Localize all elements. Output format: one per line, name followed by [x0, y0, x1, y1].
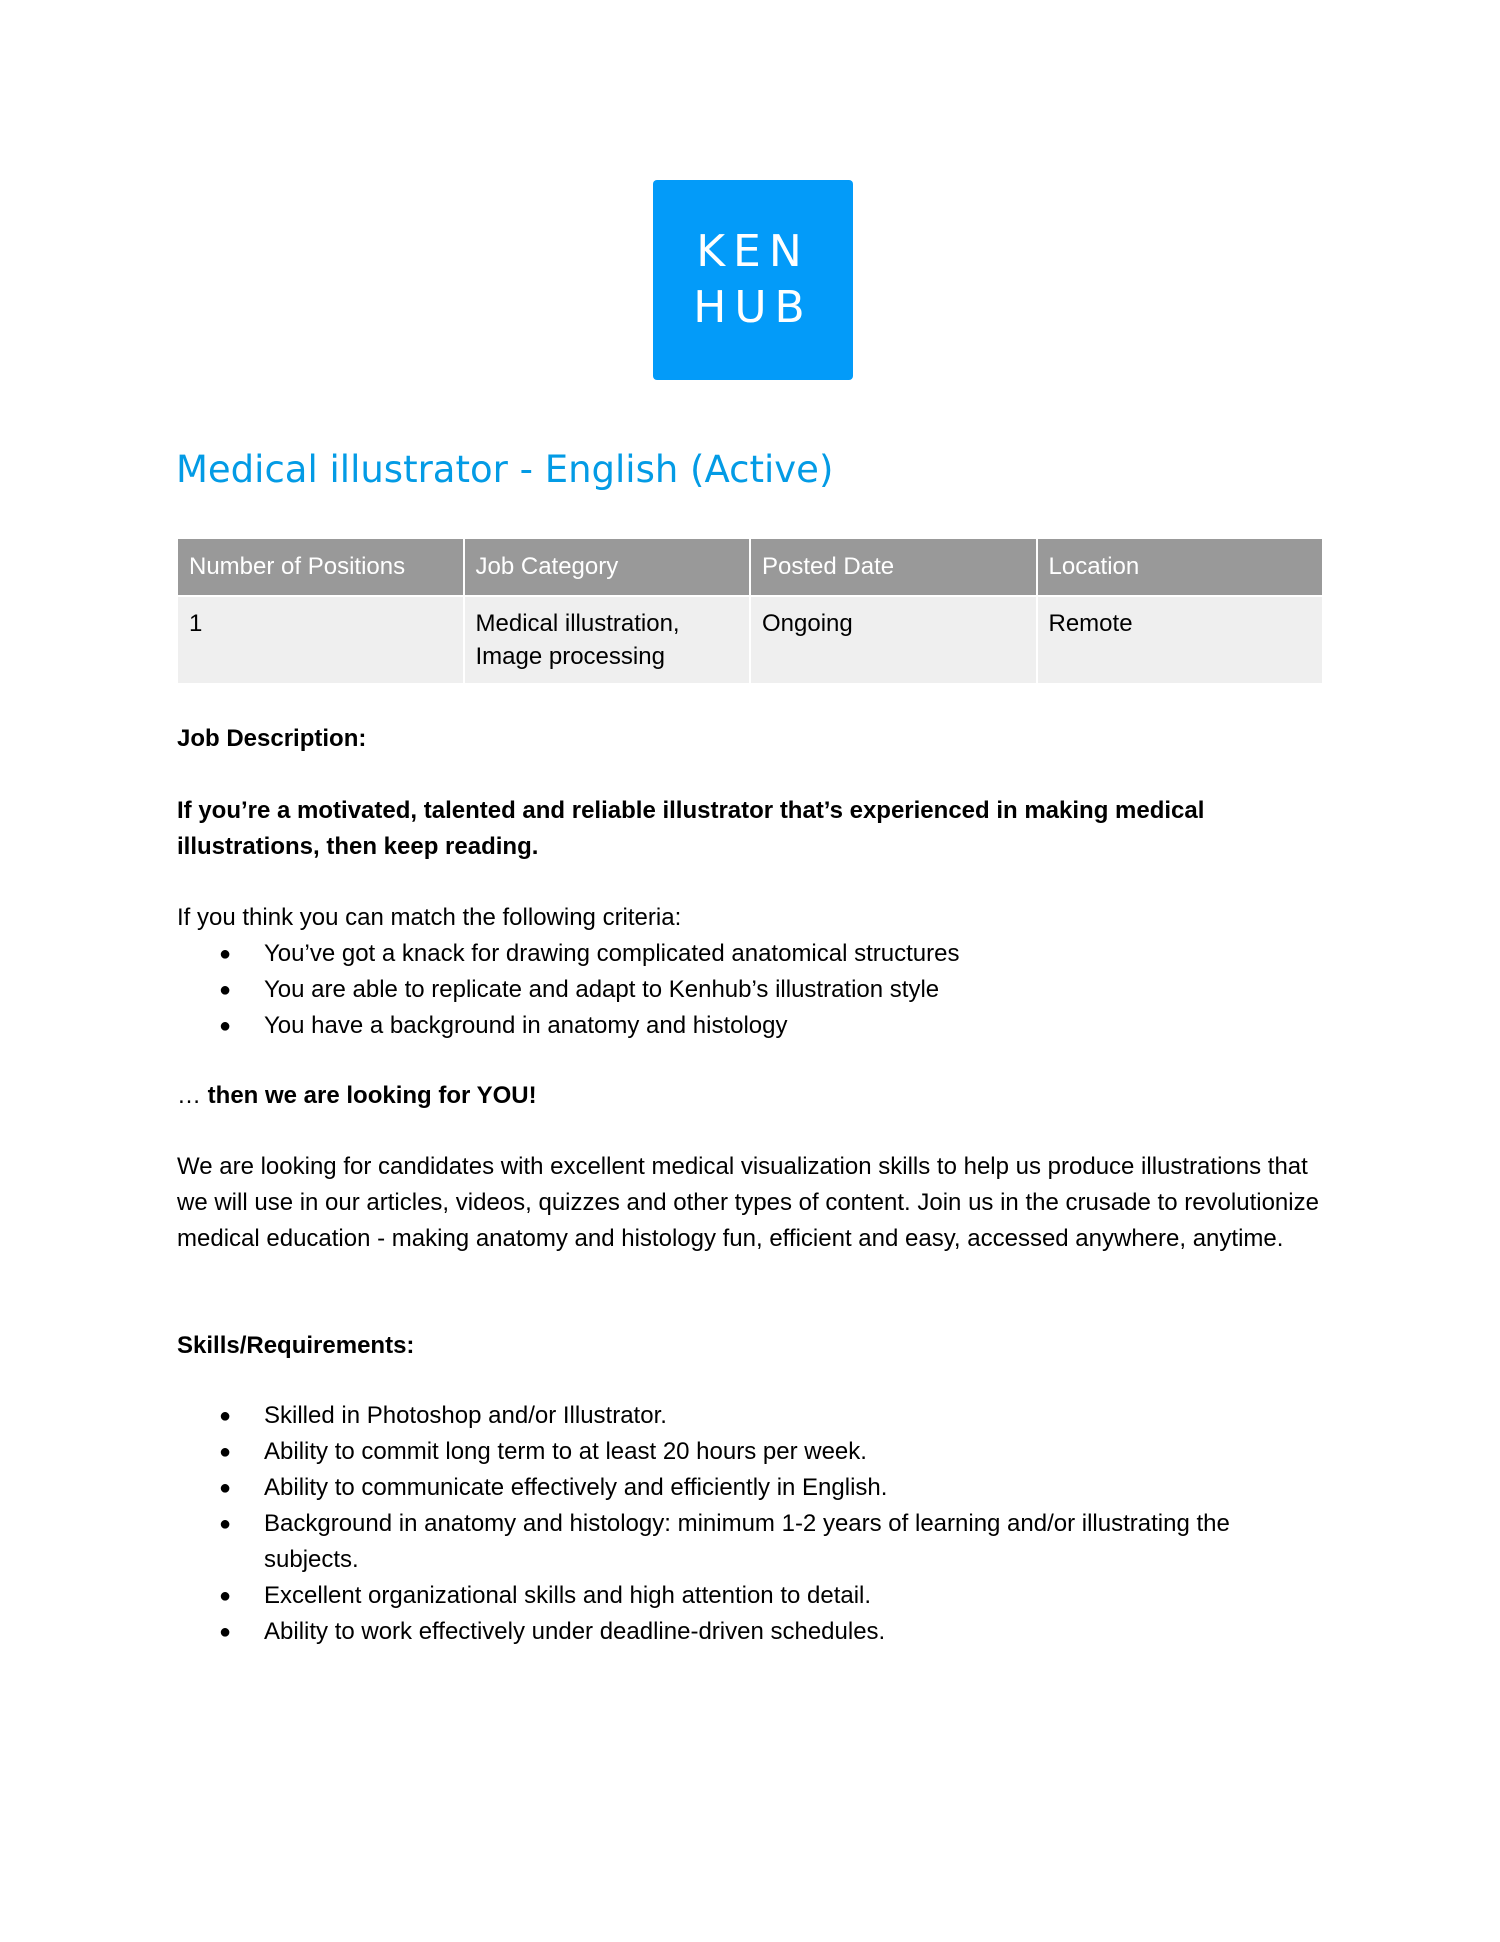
header-posted-date: Posted Date — [751, 539, 1036, 595]
header-location: Location — [1038, 539, 1323, 595]
cell-location: Remote — [1038, 597, 1323, 683]
looking-for-you — [177, 1078, 537, 1114]
skills-heading-text: Skills/Requirements: — [177, 1332, 415, 1359]
criteria-intro: If you think you can match the following criteria: — [177, 904, 682, 931]
page-title: Medical illustrator - English (Active) — [176, 448, 834, 491]
job-info-table — [176, 537, 1324, 685]
cell-category: Medical illustration, Image processing — [465, 597, 750, 683]
intro-bold-text: If you’re a motivated, talented and reliable illustrator that’s experienced in making medical illustrations, then keep reading. — [177, 797, 1205, 860]
kenhub-logo — [653, 180, 853, 380]
header-positions: Number of Positions — [178, 539, 463, 595]
skill-item: ● Skilled in Photoshop and/or Illustrator. — [177, 1398, 1327, 1434]
looking-prefix: … — [177, 1082, 208, 1109]
job-description-heading — [177, 721, 366, 757]
skill-item: ● Ability to commit long term to at least 20 hours per week. — [177, 1434, 1327, 1470]
table-header-row — [178, 539, 1322, 595]
criteria-item: ● You have a background in anatomy and histology — [177, 1008, 1337, 1044]
cell-positions: 1 — [178, 597, 463, 683]
looking-bold-text: then we are looking for YOU! — [207, 1082, 537, 1109]
job-description-heading-text: Job Description: — [177, 725, 367, 752]
criteria-item: ● You’ve got a knack for drawing complicated anatomical structures — [177, 936, 1337, 972]
skills-heading — [177, 1328, 414, 1364]
skill-item: ● Excellent organizational skills and high attention to detail. — [177, 1578, 1327, 1614]
skill-item: ● Background in anatomy and histology: minimum 1-2 years of learning and/or illustrating the subjects. — [177, 1506, 1327, 1578]
criteria-list — [177, 936, 1337, 1044]
skills-list — [177, 1398, 1327, 1650]
intro-paragraph — [177, 793, 1237, 865]
header-category: Job Category — [465, 539, 750, 595]
table-row — [178, 597, 1322, 683]
skill-item: ● Ability to communicate effectively and efficiently in English. — [177, 1470, 1327, 1506]
cell-posted-date: Ongoing — [751, 597, 1036, 683]
logo-line-1: KEN — [696, 226, 810, 277]
logo-line-2: HUB — [693, 282, 813, 333]
skill-item: ● Ability to work effectively under deadline-driven schedules. — [177, 1614, 1327, 1650]
description-paragraph: We are looking for candidates with excellent medical visualization skills to help us produce illustrations that we will use in our articles, videos, quizzes and other types of content. Join us in the crusade to revolutionize medical education - making anatomy and histology fun, efficient and easy, accessed anywhere, anytime. — [177, 1153, 1319, 1252]
criteria-item: ● You are able to replicate and adapt to Kenhub’s illustration style — [177, 972, 1337, 1008]
